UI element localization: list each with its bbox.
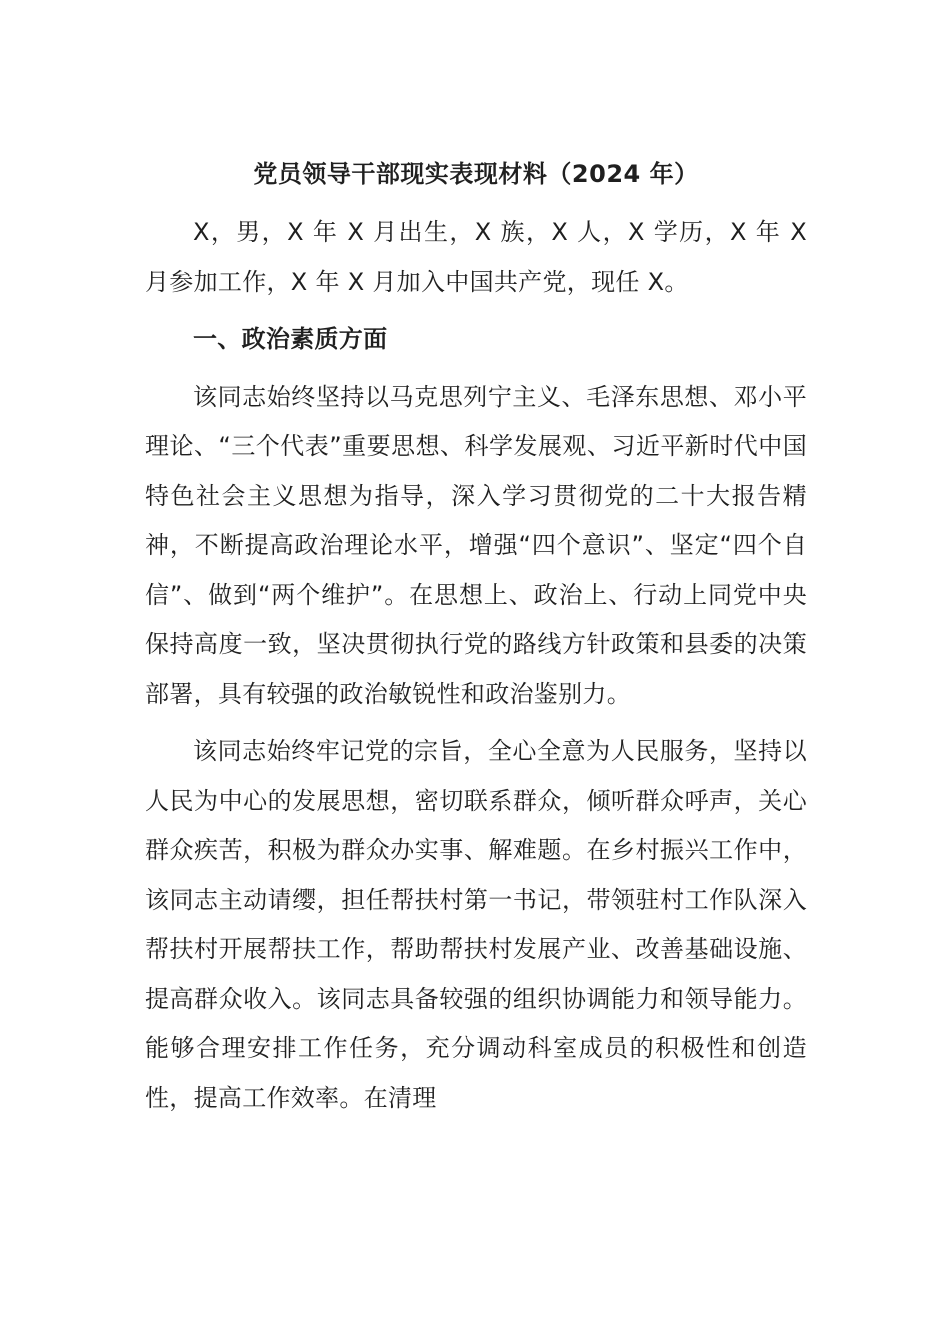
document-title: 党员领导干部现实表现材料（2024 年）: [253, 160, 699, 188]
document-body: [145, 150, 807, 1131]
section-heading-political: 一、政治素质方面: [193, 325, 388, 353]
body-paragraph-2: 该同志始终牢记党的宗旨，全心全意为人民服务，坚持以人民为中心的发展思想，密切联系群众，倾听群众呼声，关心群众疾苦，积极为群众办实事、解难题。在乡村振兴工作中，该同志主动请缨，担任帮扶村第一书记，带领驻村工作队深入帮扶村开展帮扶工作，帮助帮扶村发展产业、改善基础设施、提高群众收入。该同志具备较强的组织协调能力和领导能力。能够合理安排工作任务，充分调动科室成员的积极性和创造性，提高工作效率。在清理: [145, 737, 807, 1112]
body-paragraph-1: 该同志始终坚持以马克思列宁主义、毛泽东思想、邓小平理论、“三个代表”重要思想、科学发展观、习近平新时代中国特色社会主义思想为指导，深入学习贯彻党的二十大报告精神，不断提高政治理论水平，增强“四个意识”、坚定“四个自信”、做到“两个维护”。在思想上、政治上、行动上同党中央保持高度一致，坚决贯彻执行党的路线方针政策和县委的决策部署，具有较强的政治敏锐性和政治鉴别力。: [145, 382, 807, 708]
intro-paragraph: X，男，X 年 X 月出生，X 族，X 人，X 学历，X 年 X 月参加工作，X 年 X 月加入中国共产党，现任 X。: [145, 218, 807, 296]
